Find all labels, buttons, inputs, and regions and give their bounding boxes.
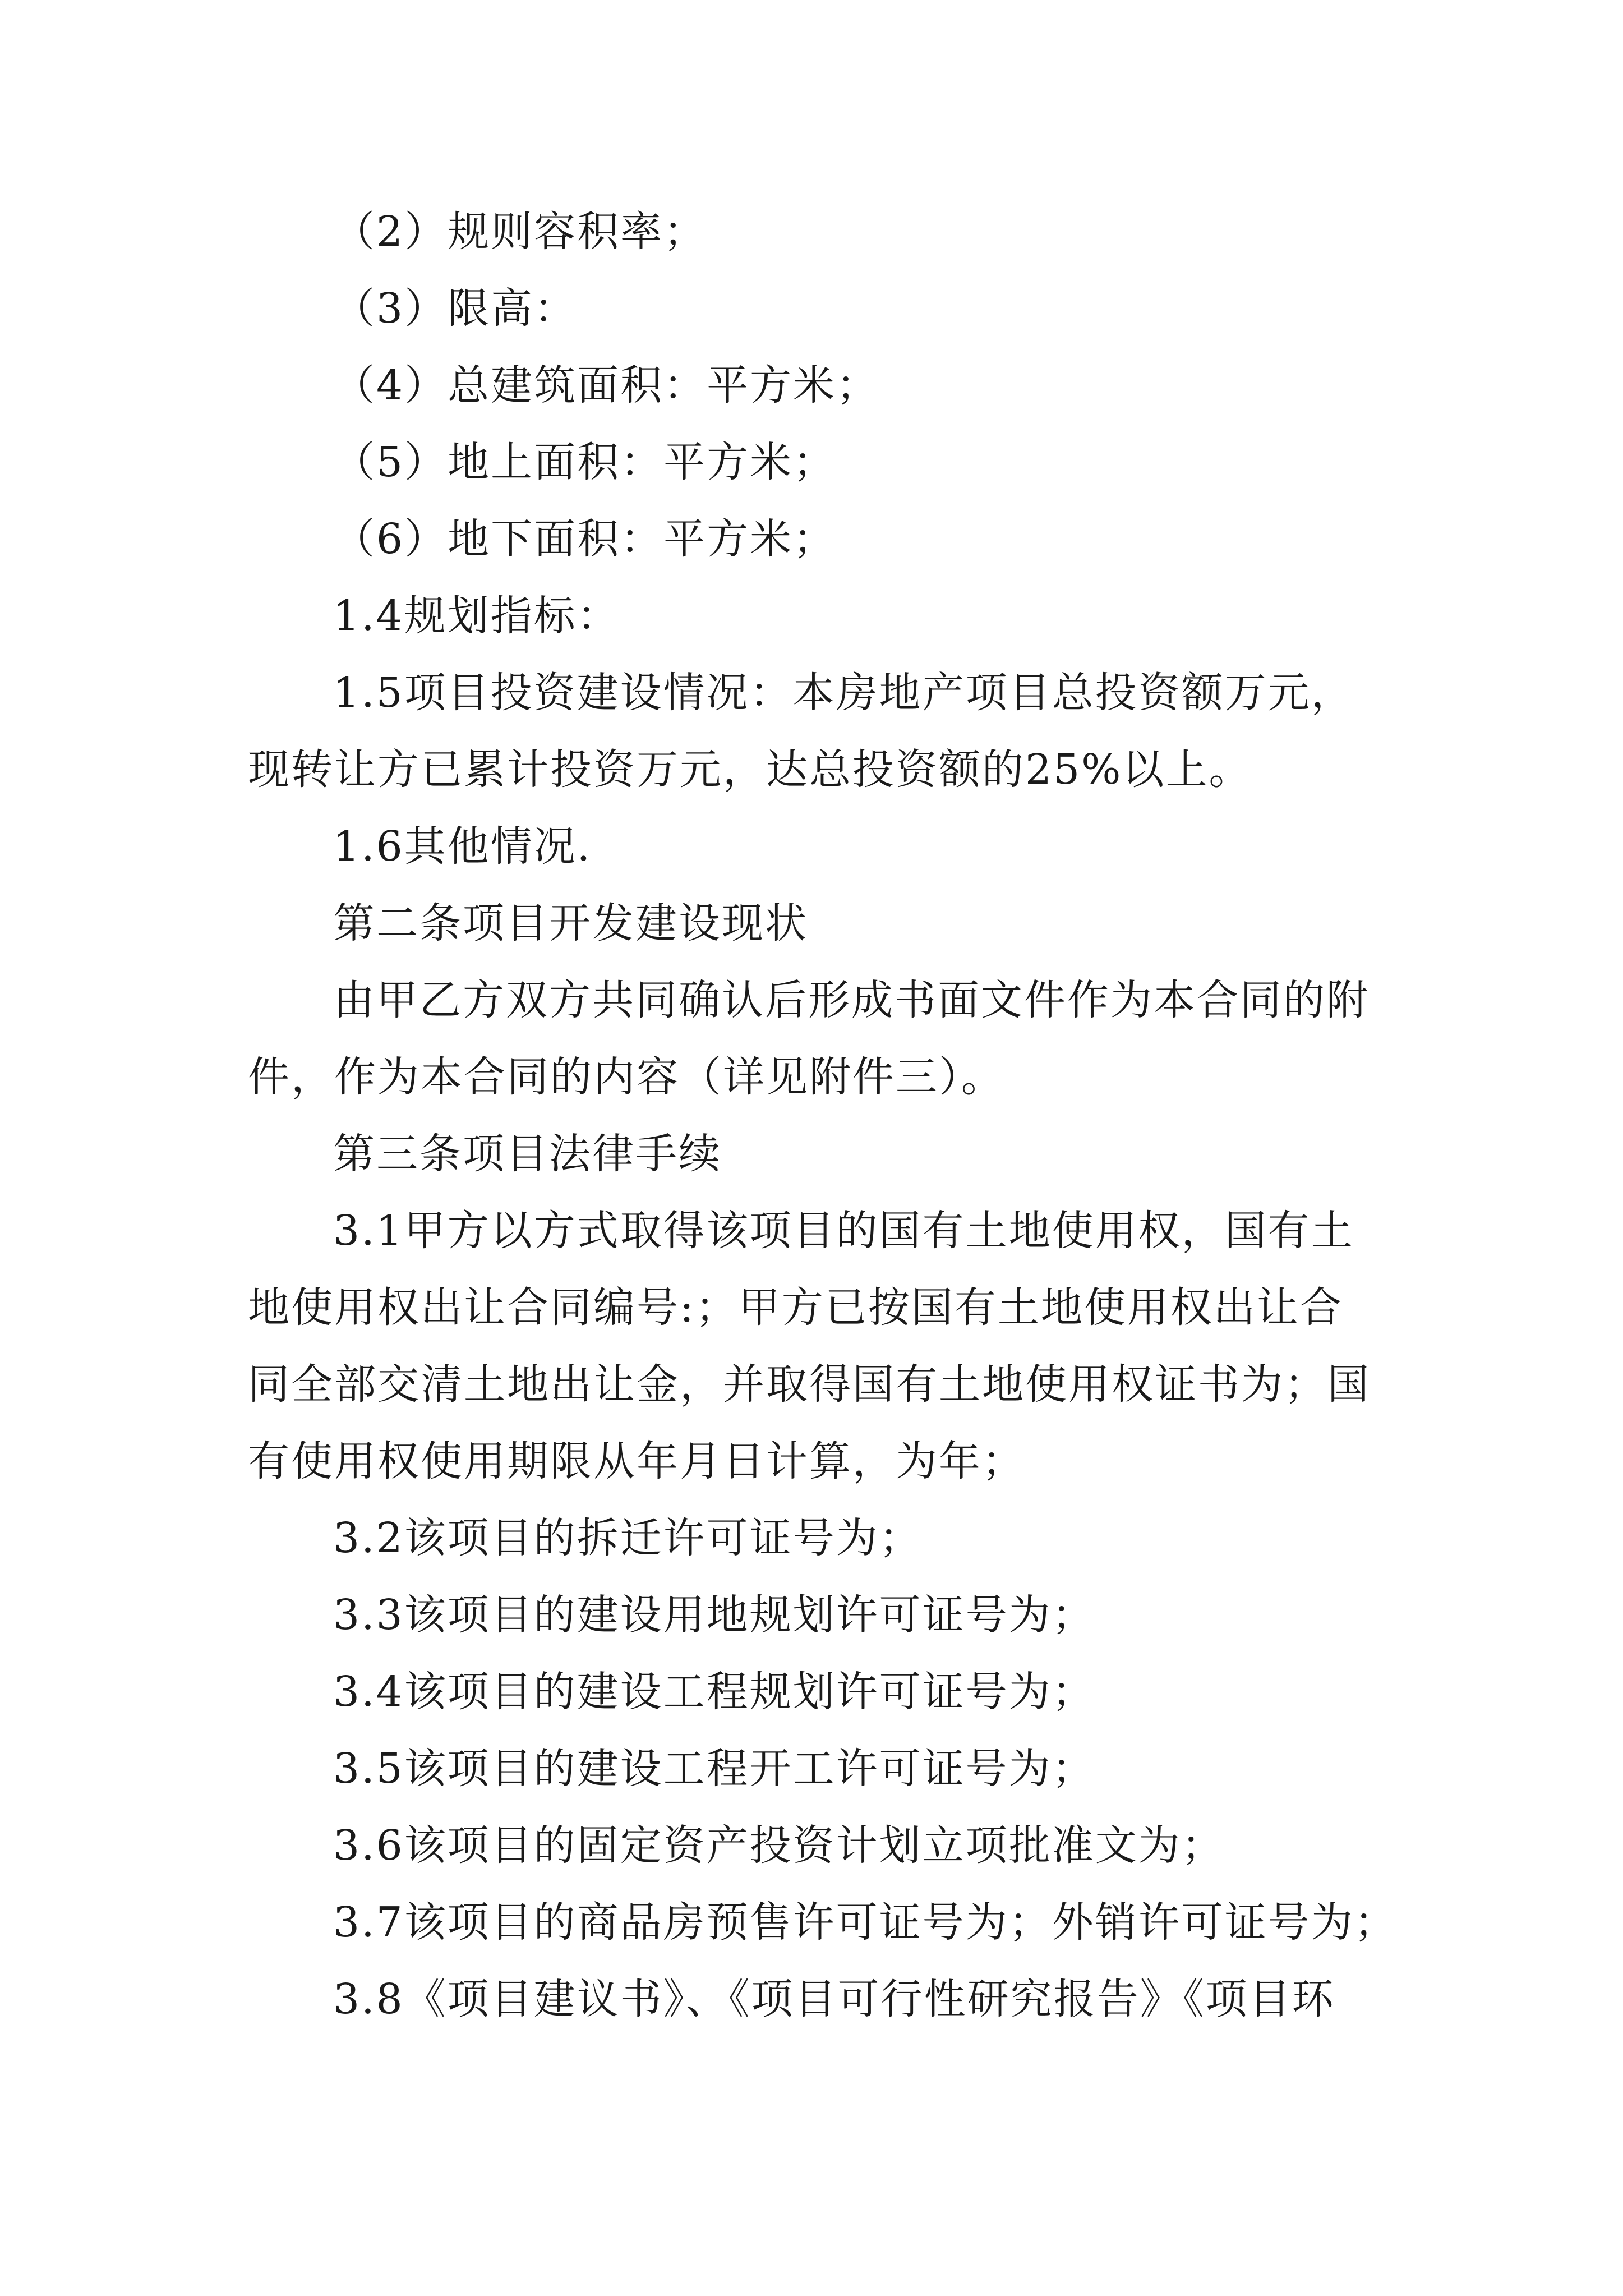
- paragraph-investment-status: 1.5项目投资建设情况：本房地产项目总投资额万元，现转让方已累计投资万元，达总投资额的25%以上。: [248, 669, 1354, 794]
- paragraph-land-planning-permit: 3.3该项目的建设用地规划许可证号为；: [333, 1591, 1095, 1639]
- paragraph-project-reports: 3.8《项目建议书》、《项目可行性研究报告》《项目环: [333, 1975, 1335, 2023]
- paragraph-investment-approval: 3.6该项目的固定资产投资计划立项批准文为；: [333, 1821, 1225, 1870]
- paragraph-land-use-rights: 3.1甲方以方式取得该项目的国有土地使用权，国有土地使用权出让合同编号:；甲方已按国有土地使用权出让合同全部交清土地出让金，并取得国有土地使用权证书为；国有使用权使用期限从年月日计算，为年；: [248, 1207, 1371, 1485]
- paragraph-construction-planning-permit: 3.4该项目的建设工程规划许可证号为；: [333, 1668, 1095, 1716]
- paragraph-planning-indicators: 1.4规划指标：: [333, 592, 620, 640]
- paragraph-development-status: 由甲乙方双方共同确认后形成书面文件作为本合同的附件，作为本合同的内容（详见附件三）。: [248, 976, 1370, 1101]
- paragraph-other-status: 1.6其他情况.: [333, 822, 592, 871]
- paragraph-demolition-permit: 3.2该项目的拆迁许可证号为；: [333, 1514, 923, 1562]
- paragraph-presale-permit: 3.7该项目的商品房预售许可证号为；外销许可证号为；: [333, 1898, 1398, 1947]
- article-three-heading: 第三条项目法律手续: [333, 1130, 722, 1178]
- article-two-heading: 第二条项目开发建设现状: [333, 899, 808, 947]
- paragraph-total-floor-area: （4）总建筑面积：平方米；: [333, 361, 880, 409]
- paragraph-plot-ratio: （2）规则容积率；: [333, 208, 707, 256]
- paragraph-above-ground-area: （5）地上面积：平方米；: [333, 438, 837, 486]
- contract-body: [248, 194, 1398, 2038]
- paragraph-height-limit: （3）限高：: [333, 284, 578, 333]
- paragraph-construction-start-permit: 3.5该项目的建设工程开工许可证号为；: [333, 1745, 1095, 1793]
- paragraph-underground-area: （6）地下面积：平方米；: [333, 515, 837, 563]
